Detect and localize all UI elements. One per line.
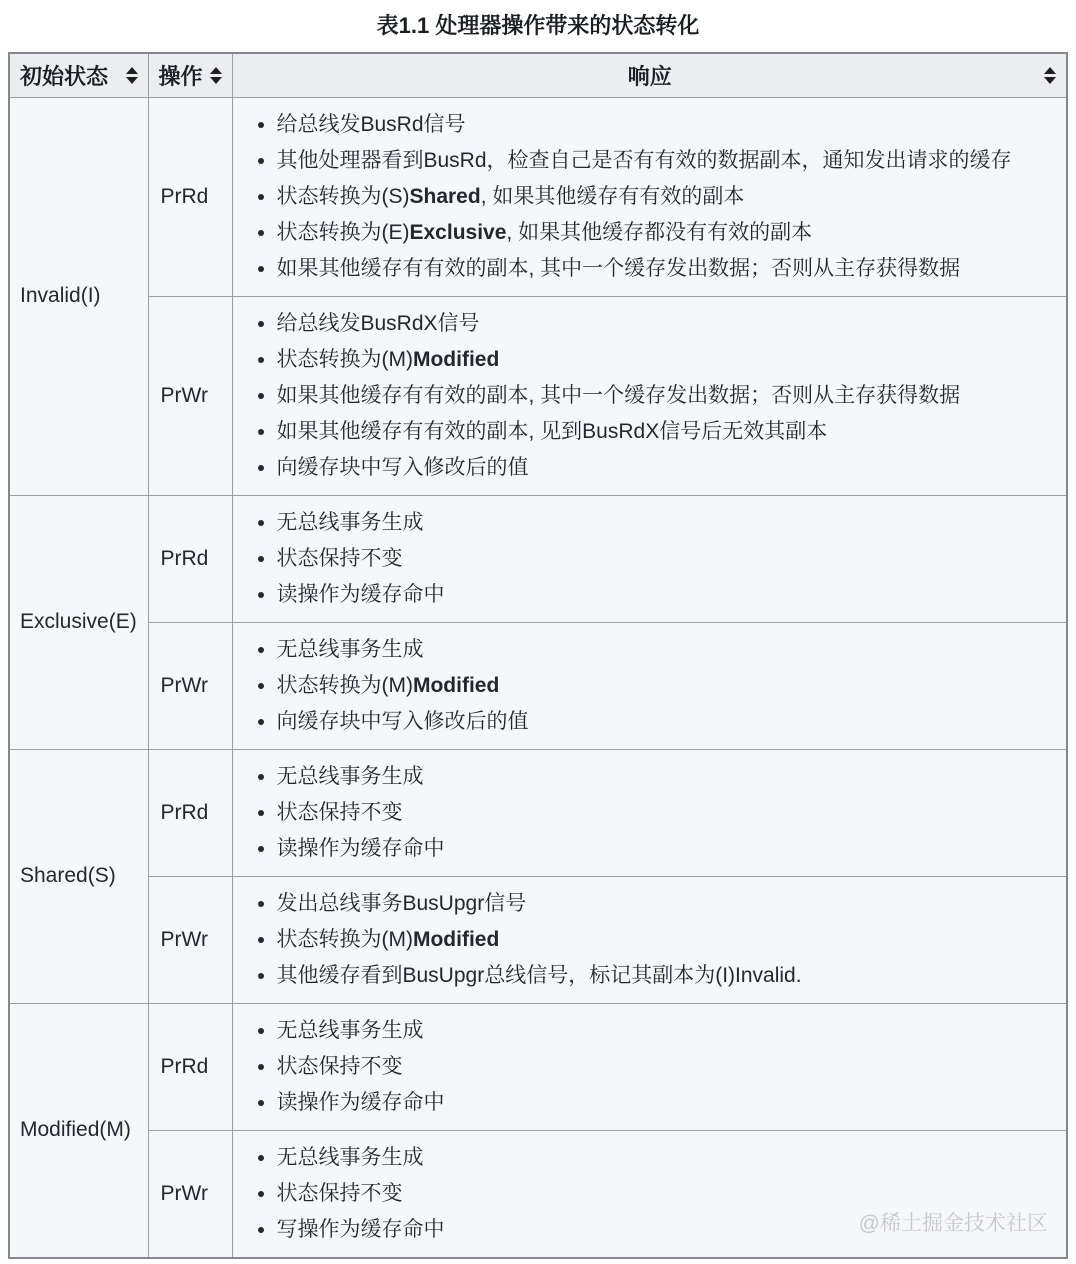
response-item: • 读操作为缓存命中 <box>277 831 1053 867</box>
response-item: • 其他处理器看到BusRd，检查自己是否有有效的数据副本，通知发出请求的缓存 <box>277 143 1053 179</box>
response-item: • 读操作为缓存命中 <box>277 1085 1053 1121</box>
table-title: 表1.1 处理器操作带来的状态转化 <box>376 13 700 38</box>
response-list <box>233 1004 1067 1130</box>
table-row <box>9 97 1067 296</box>
response-item: • 向缓存块中写入修改后的值 <box>277 450 1053 486</box>
response-item: • 无总线事务生成 <box>277 1013 1053 1049</box>
header-row <box>9 53 1067 97</box>
response-item: • 状态转换为(M)Modified <box>277 342 1053 378</box>
table-row <box>9 495 1067 622</box>
sort-icon <box>210 67 222 84</box>
op-cell: PrRd <box>148 749 232 876</box>
response-item: • 状态保持不变 <box>277 1049 1053 1085</box>
response-item: • 发出总线事务BusUpgr信号 <box>277 886 1053 922</box>
response-item: • 状态转换为(M)Modified <box>277 668 1053 704</box>
response-list <box>233 98 1067 296</box>
response-list <box>233 297 1067 495</box>
response-item: • 如果其他缓存有有效的副本, 其中一个缓存发出数据；否则从主存获得数据 <box>277 378 1053 414</box>
op-cell: PrWr <box>148 876 232 1003</box>
table-row <box>9 749 1067 876</box>
state-cell: Modified(M) <box>9 1003 148 1258</box>
response-cell <box>232 622 1067 749</box>
header-operation[interactable] <box>148 53 232 97</box>
response-item: • 无总线事务生成 <box>277 505 1053 541</box>
state-cell: Invalid(I) <box>9 97 148 495</box>
header-initial-state[interactable] <box>9 53 148 97</box>
response-item: • 状态保持不变 <box>277 1176 1053 1212</box>
response-cell <box>232 876 1067 1003</box>
state-cell: Shared(S) <box>9 749 148 1003</box>
table-row <box>9 296 1067 495</box>
response-item: • 状态转换为(E)Exclusive, 如果其他缓存都没有有效的副本 <box>277 215 1053 251</box>
response-item: • 如果其他缓存有有效的副本, 见到BusRdX信号后无效其副本 <box>277 414 1053 450</box>
op-cell: PrWr <box>148 622 232 749</box>
response-item: • 如果其他缓存有有效的副本, 其中一个缓存发出数据；否则从主存获得数据 <box>277 251 1053 287</box>
response-item: • 给总线发BusRdX信号 <box>277 306 1053 342</box>
response-item: • 状态保持不变 <box>277 795 1053 831</box>
state-transition-table <box>8 52 1068 1259</box>
response-list <box>233 623 1067 749</box>
watermark: @稀土掘金技术社区 <box>858 1212 1048 1235</box>
response-cell <box>232 296 1067 495</box>
response-cell <box>232 749 1067 876</box>
response-item: • 向缓存块中写入修改后的值 <box>277 704 1053 740</box>
response-item: • 给总线发BusRd信号 <box>277 107 1053 143</box>
header-operation-label: 操作 <box>158 63 203 89</box>
op-cell: PrWr <box>148 296 232 495</box>
response-item: • 状态保持不变 <box>277 541 1053 577</box>
table-row <box>9 876 1067 1003</box>
response-item: • 状态转换为(M)Modified <box>277 922 1053 958</box>
response-item: • 读操作为缓存命中 <box>277 577 1053 613</box>
table-row <box>9 622 1067 749</box>
op-cell: PrRd <box>148 97 232 296</box>
response-item: • 状态转换为(S)Shared, 如果其他缓存有有效的副本 <box>277 179 1053 215</box>
response-cell <box>232 495 1067 622</box>
response-item: • 无总线事务生成 <box>277 632 1053 668</box>
header-response[interactable] <box>232 53 1067 97</box>
response-item: • 无总线事务生成 <box>277 1140 1053 1176</box>
op-cell: PrWr <box>148 1130 232 1258</box>
response-item: • 写操作为缓存命中 <box>277 1212 1053 1248</box>
response-cell <box>232 1130 1067 1258</box>
op-cell: PrRd <box>148 1003 232 1130</box>
response-item: • 无总线事务生成 <box>277 759 1053 795</box>
response-list <box>233 496 1067 622</box>
response-list <box>233 750 1067 876</box>
table-row <box>9 1003 1067 1130</box>
sort-icon <box>126 67 138 84</box>
table-row <box>9 1130 1067 1258</box>
op-cell: PrRd <box>148 495 232 622</box>
sort-icon <box>1044 67 1056 84</box>
response-list <box>233 877 1067 1003</box>
header-initial-state-label: 初始状态 <box>20 63 109 89</box>
response-cell <box>232 97 1067 296</box>
state-cell: Exclusive(E) <box>9 495 148 749</box>
response-list <box>233 1131 1067 1257</box>
response-item: • 其他缓存看到BusUpgr总线信号，标记其副本为(I)Invalid. <box>277 958 1053 994</box>
header-response-label: 响应 <box>627 63 672 89</box>
response-cell <box>232 1003 1067 1130</box>
